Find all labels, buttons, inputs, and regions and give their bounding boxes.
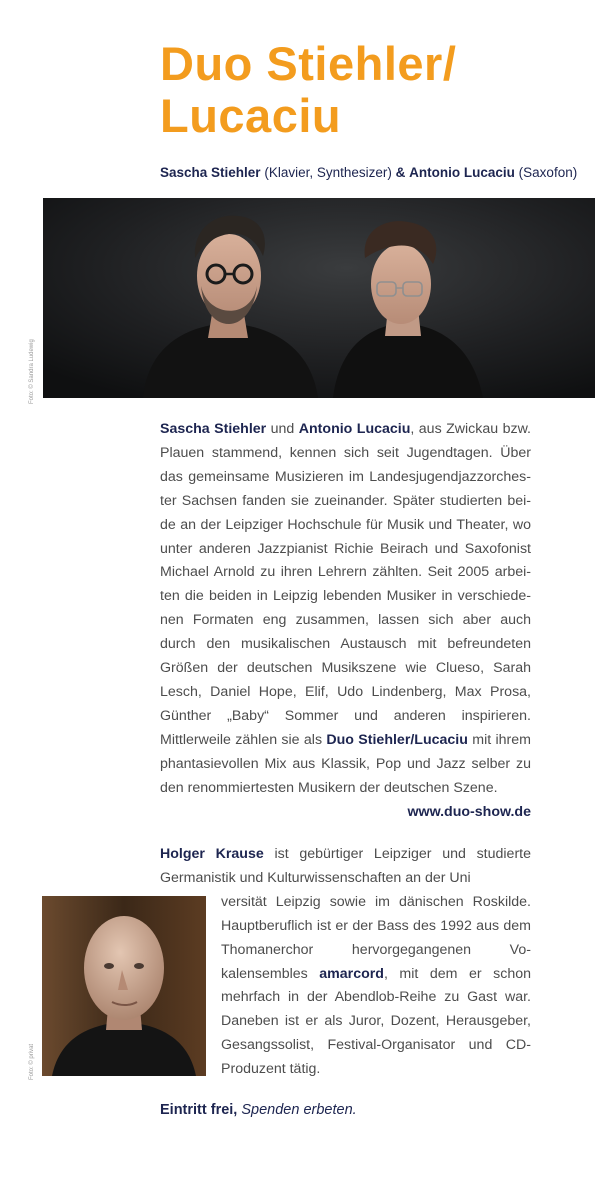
- bio-name-lucaciu: Antonio Lucaciu: [298, 421, 411, 437]
- bio-name-duo: Duo Stiehler/Lucaciu: [326, 731, 468, 748]
- bio-text-2: , aus Zwickau bzw. Plauen stammend, kennen sich seit Jugendtagen. Über das gemeinsame Musizieren im Landesjugendjazzorchester Sachsen fanden sie zueinander. Später studierten beide an der Leipziger Hochschule für Musik und Theater, wo unter anderen Jazzpianist Richie Beirach und Saxofonist Michael Arnold zu ihren Lehrern zählten. Seit 2005 arbeiten die beiden in Leipzig lebenden Musiker in verschiedenen Formaten eng zusammen, lassen sich aber auch durch den musikalischen Austausch mit befreundeten Größen der deutschen Musikszene wie Clueso, Sarah Lesch, Daniel Hope, Elif, Udo Lindenberg, Max Prosa, Günther „Baby“ Sommer und anderen inspirieren. Mittlerweile zählen sie als: [160, 421, 531, 748]
- subtitle-name-2: Antonio Lucaciu: [409, 165, 515, 180]
- bio-text-3: mit ihrem phantasievollen Mix aus Klassik, Pop und Jazz selber zu den renommiertesten Musikern der deutschen Szene.: [160, 731, 531, 796]
- bio-name-stiehler: Sascha Stiehler: [160, 421, 267, 437]
- page-title: [160, 38, 580, 142]
- subtitle-role-2: (Saxofon): [518, 165, 578, 180]
- photo-credit-krause: Foto: © privat: [29, 1043, 35, 1080]
- bio-name-krause: Holger Krause: [160, 846, 264, 862]
- bio-text-1: und: [266, 421, 299, 437]
- photo-credit-duo: Foto: © Sandra Ludewig: [29, 339, 35, 404]
- bio-krause: [160, 843, 531, 1082]
- website-link[interactable]: www.duo-show.de: [407, 803, 531, 820]
- subtitle: [160, 164, 590, 182]
- bio-krause-text-2: versität Leipzig sowie im dänischen Roskilde. Hauptberuflich ist er der Bass des 1992 aus dem Thomanerchor hervorgegangenen Vokalensembles: [221, 893, 531, 982]
- duo-photo: [43, 198, 595, 398]
- bio-krause-text-2-wrap: [160, 891, 531, 1082]
- admission-free: Eintritt frei,: [160, 1102, 238, 1118]
- bio-krause-text-1: ist gebürtiger Leipziger und studierte Germanistik und Kulturwissenschaften an der Uni: [160, 846, 531, 886]
- subtitle-role-1: (Klavier, Synthesizer): [264, 165, 392, 180]
- bio-ensemble-amarcord: amarcord: [319, 965, 384, 982]
- title-line-1: Duo Stiehler/: [160, 37, 457, 90]
- subtitle-name-1: Sascha Stiehler: [160, 165, 261, 180]
- bio-krause-text-3: , mit dem er schon mehrfach in der Abendlob-Reihe zu Gast war. Daneben ist er als Juror, Dozent, Herausgeber, Gesangssolist, Festival-Organisator und CD-Produzent tätig.: [221, 965, 531, 1078]
- subtitle-ampersand: &: [395, 165, 406, 180]
- admission-note: [160, 1100, 357, 1120]
- title-line-2: Lucaciu: [160, 89, 342, 142]
- donations-note: Spenden erbeten.: [241, 1102, 357, 1118]
- bio-duo: [160, 418, 531, 824]
